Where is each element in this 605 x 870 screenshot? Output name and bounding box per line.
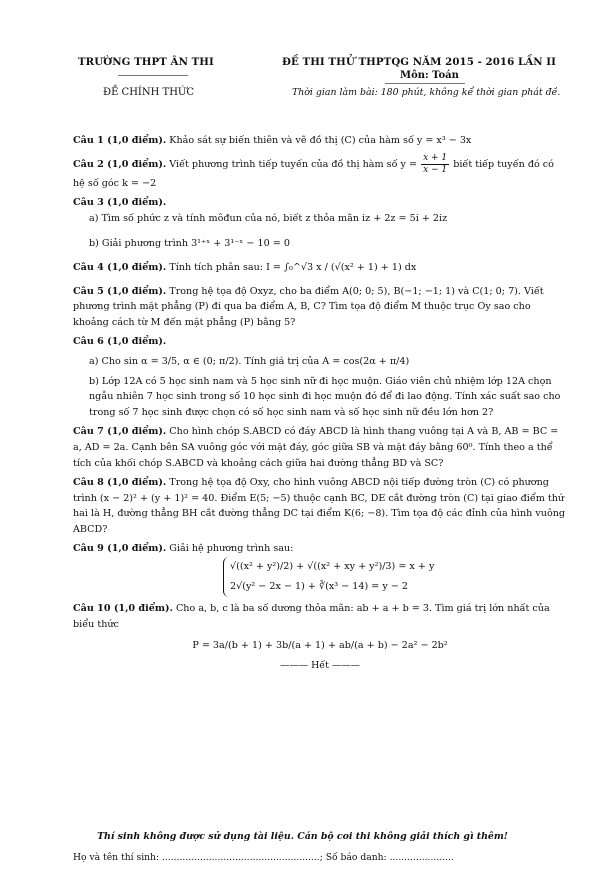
question-label: Câu 8 (1,0 điểm). [73,477,167,489]
question-label: Câu 9 (1,0 điểm). [73,543,167,555]
subquestion-b: b) Lớp 12A có 5 học sinh nam và 5 học sinh nữ đi học muộn. Giáo viên chủ nhiệm lớp 12A chọn ngẫu nhiên 7 học sinh trong số 10 học sinh đi học muộn đó để đi lao động. Tính xác suất sao cho trong số 7 học sinh được chọn có số học sinh nam và số học sinh nữ đều lớn hơn 2? [89,375,561,418]
question-label: Câu 3 (1,0 điểm). [73,197,167,209]
question-9 [73,541,567,597]
question-1 [73,133,567,149]
expression: P = 3a/(b + 1) + 3b/(a + 1) + ab/(a + b) − 2a² − 2b² [192,640,448,652]
question-3 [73,195,567,252]
exam-note: Thí sinh không được sử dụng tài liệu. Cán bộ coi thi không giải thích gì thêm! [97,831,508,842]
school-divider [118,75,188,76]
subquestion-a: a) Tìm số phức z và tính môđun của nó, biết z thỏa mãn iz + 2z = 5i + 2iz [89,212,448,224]
question-text-after: biết tiếp tuyến đó có hệ số góc k = −2 [73,158,554,189]
equation-1: √((x² + y²)/2) + √((x² + xy + y²)/3) = x + y [230,561,435,573]
subject-label: Môn: Toán [400,70,459,81]
question-4 [73,260,567,276]
equation-2: 2√(y² − 2x − 1) + ∛(x³ − 14) = y − 2 [230,581,408,593]
question-5 [73,284,567,331]
exam-header [0,52,605,112]
fraction-denominator: x − 1 [423,164,448,175]
fraction [421,153,449,176]
question-text: Giải hệ phương trình sau: [166,543,294,555]
question-8 [73,475,567,537]
question-text: Tính tích phân sau: I = ∫₀^√3 x / (√(x² + 1) + 1) dx [166,261,417,273]
question-6 [73,334,567,420]
question-text: Cho a, b, c là ba số dương thỏa mãn: ab + a + b = 3. Tìm giá trị lớn nhất của biểu thức [73,603,550,630]
question-label: Câu 4 (1,0 điểm). [73,261,167,273]
time-note: Thời gian làm bài: 180 phút, không kể thời gian phát đề. [292,87,561,98]
question-label: Câu 7 (1,0 điểm). [73,426,167,438]
equation-system [223,557,434,597]
question-label: Câu 1 (1,0 điểm). [73,135,167,146]
end-marker: ——— Hết ——— [280,659,360,671]
question-text: Viết phương trình tiếp tuyến của đồ thị hàm số y = [166,158,421,170]
question-2 [73,153,567,192]
question-label: Câu 6 (1,0 điểm). [73,336,167,348]
question-list [73,133,567,673]
fraction-numerator: x + 1 [423,152,448,163]
subquestion-b: b) Giải phương trình 3¹⁺ˣ + 3¹⁻ˣ − 10 = 0 [89,238,290,250]
question-text: Trong hệ tọa độ Oxyz, cho ba điểm A(0; 0; 5), B(−1; −1; 1) và C(1; 0; 7). Viết phương trình mặt phẳng (P) đi qua ba điểm A, B, C? Tìm tọa độ điểm M thuộc trục Oy sao cho khoảng cách từ M đến mặt phẳng (P) bằng 5? [73,285,544,328]
subquestion-a: a) Cho sin α = 3/5, α ∈ (0; π/2). Tính giá trị của A = cos(2α + π/4) [89,355,410,367]
question-text: Cho hình chóp S.ABCD có đáy ABCD là hình thang vuông tại A và B, AB = BC = a, AD = 2a. Cạnh bên SA vuông góc với mặt đáy, góc giữa SB và mặt đáy bằng 60⁰. Tính theo a thể tích của khối chóp S.ABCD và khoảng cách giữa hai đường thẳng BD và SC? [73,426,559,469]
question-text: Khảo sát sự biến thiên và vẽ đồ thị (C) của hàm số y = x³ − 3x [166,135,472,146]
subject-divider [385,83,465,84]
question-label: Câu 5 (1,0 điểm). [73,285,167,297]
school-name: TRƯỜNG THPT ÂN THI [78,56,214,68]
candidate-info-line: Họ và tên thí sinh: ......................................................; Số báo danh: ...................... [73,852,454,863]
question-text: Trong hệ tọa độ Oxy, cho hình vuông ABCD nội tiếp đường tròn (C) có phương trình (x − 2)² + (y + 1)² = 40. Điểm E(5; −5) thuộc cạnh BC, DE cắt đường tròn (C) tại giao điểm thứ hai là H, đường thẳng BH cắt đường thẳng DC tại điểm K(6; −8). Tìm tọa độ các đỉnh của hình vuông ABCD? [73,477,566,535]
question-label: Câu 10 (1,0 điểm). [73,603,173,615]
question-10 [73,601,567,654]
official-label: ĐỀ CHÍNH THỨC [103,87,194,98]
exam-title: ĐỀ THI THỬ THPTQG NĂM 2015 - 2016 LẦN II [282,56,557,68]
question-7 [73,424,567,471]
question-label: Câu 2 (1,0 điểm). [73,158,167,170]
